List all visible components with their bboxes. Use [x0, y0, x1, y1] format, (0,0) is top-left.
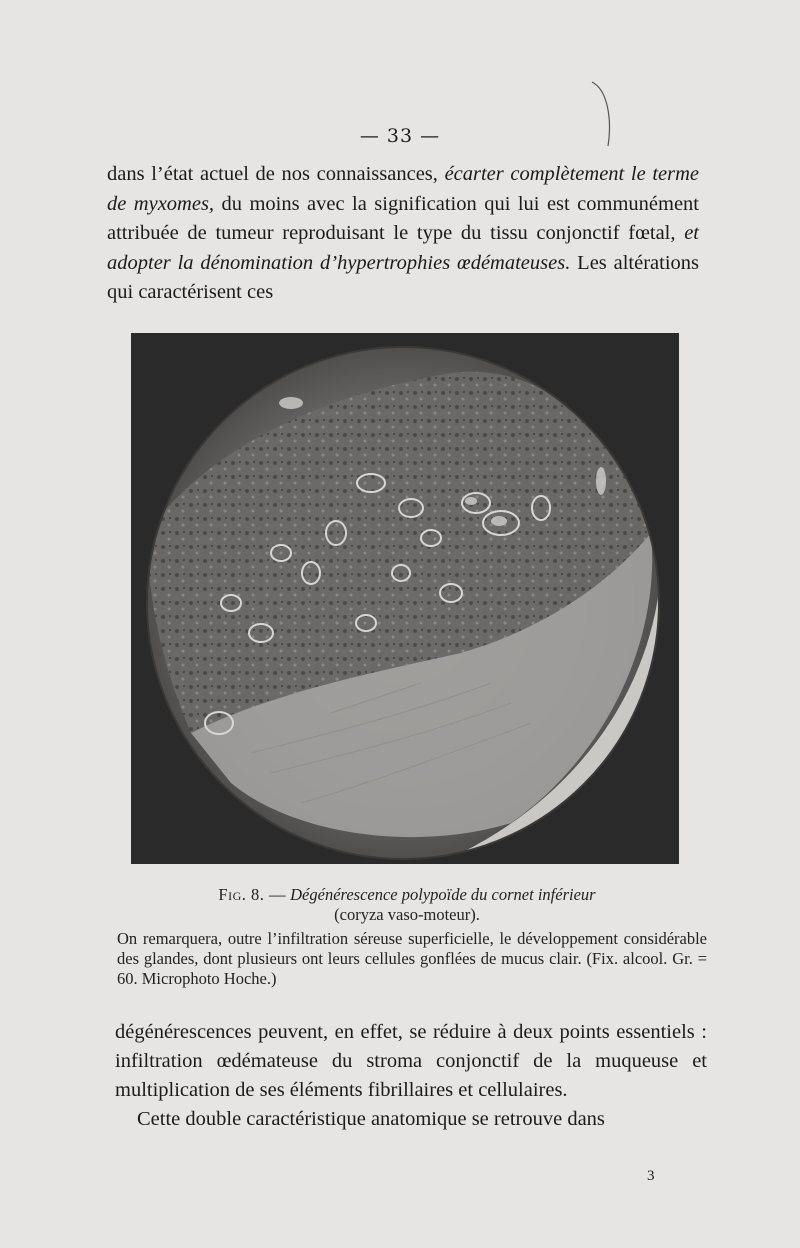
- top-paragraph-italic-2: et adopter la dénomination d’hypertrophies œdémateuses.: [107, 222, 699, 274]
- page-number: — 33 —: [359, 125, 441, 147]
- bottom-paragraph: [115, 1018, 707, 1134]
- top-paragraph-text-1: dans l’état actuel de nos connaissances,: [107, 163, 445, 185]
- bottom-paragraph-text-2-content: Cette double caractéristique anatomique se retrouve dans: [137, 1108, 605, 1130]
- micrograph-image: [131, 333, 679, 864]
- caption-subtitle: (coryza vaso-moteur).: [334, 905, 480, 924]
- top-paragraph: [107, 160, 699, 308]
- caption-body: On remarquera, outre l’infiltration séreuse superficielle, le développement considérable des glandes, dont plusieurs ont leurs cellules gonflées de mucus clair. (Fix. alcool. Gr. = 60. Microphoto Hoche.): [117, 929, 707, 988]
- top-paragraph-text-3: Les altérations qui caractérisent ces: [107, 251, 699, 303]
- bottom-paragraph-text-2: [115, 1105, 707, 1134]
- caption-heading: [107, 885, 707, 905]
- top-paragraph-italic-1: écarter complètement le terme de myxomes,: [107, 163, 699, 215]
- figure-caption: [107, 885, 707, 989]
- caption-title: Dégénérescence polypoïde du cornet inférieur: [290, 885, 596, 904]
- bottom-paragraph-text-1: dégénérescences peuvent, en effet, se réduire à deux points essentiels : infiltration œdémateuse du stroma conjonctif de la muqueuse et multiplication de ses éléments fibrillaires et cellulaires.: [115, 1021, 707, 1101]
- signature-mark: 3: [647, 1168, 655, 1184]
- top-paragraph-text-2: du moins avec la signification qui lui est communément attribuée de tumeur reproduisant le type du tissu conjonctif fœtal,: [107, 192, 699, 244]
- micrograph-figure: [131, 333, 679, 864]
- caption-label: Fig. 8. —: [218, 885, 286, 904]
